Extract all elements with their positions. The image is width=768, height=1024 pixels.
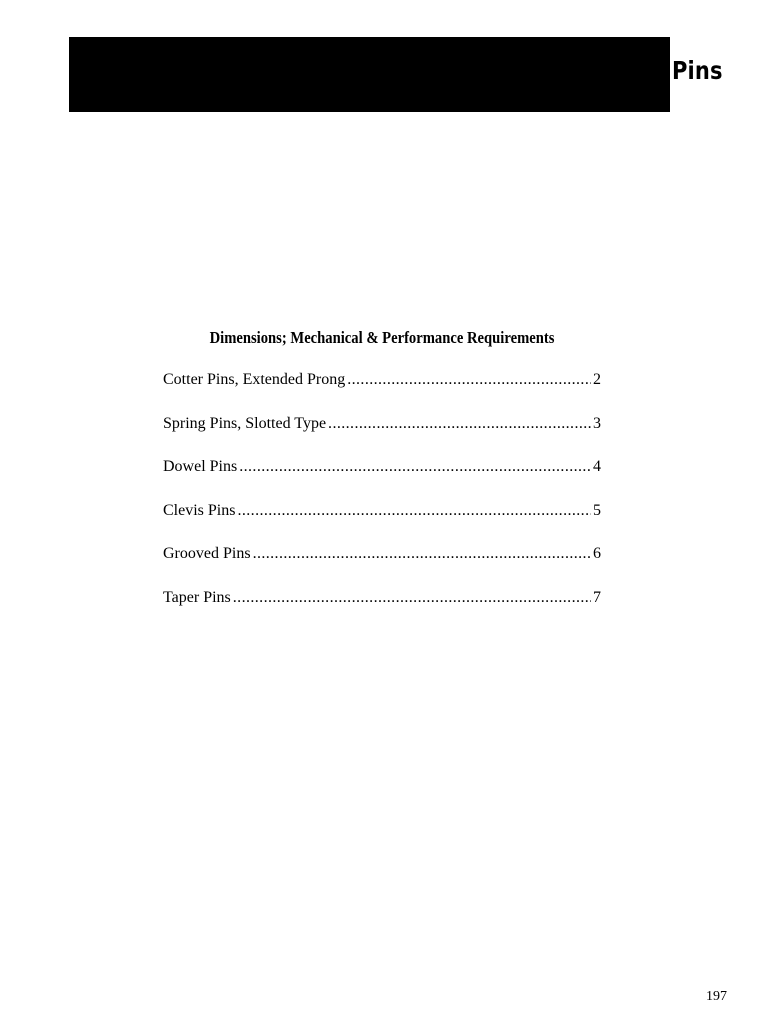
toc-entry-label: Taper Pins	[163, 588, 231, 606]
toc-heading: Dimensions; Mechanical & Performance Requirements	[209, 328, 555, 347]
toc-dot-leader	[253, 543, 591, 565]
page-number: 197	[706, 989, 727, 1004]
toc-entry-page: 4	[593, 458, 601, 476]
toc-entry-label: Spring Pins, Slotted Type	[163, 414, 327, 432]
toc-dot-leader	[233, 587, 591, 609]
toc-entry-label: Clevis Pins	[163, 501, 236, 519]
toc-entry-page: 3	[593, 414, 601, 432]
toc-entry-taper-pins	[163, 587, 601, 609]
chapter-title: Pins	[672, 56, 723, 85]
toc-entry-label: Cotter Pins, Extended Prong	[163, 371, 346, 388]
toc-entry-page: 2	[593, 371, 601, 388]
toc-entry-label: Grooved Pins	[163, 545, 251, 563]
toc-entry-spring-pins	[163, 413, 601, 435]
toc-entry-dowel-pins	[163, 456, 601, 478]
toc-entry-clevis-pins	[163, 500, 601, 522]
toc-entry-page: 6	[593, 545, 601, 563]
table-of-contents	[163, 326, 601, 631]
toc-dot-leader	[237, 500, 591, 522]
header-bar	[69, 37, 670, 112]
toc-entry-label: Dowel Pins	[163, 458, 238, 476]
toc-entry-cotter-pins	[163, 369, 601, 391]
toc-entry-page: 7	[593, 588, 601, 606]
toc-dot-leader	[328, 413, 591, 435]
toc-entry-grooved-pins	[163, 543, 601, 565]
toc-dot-leader	[239, 456, 591, 478]
toc-dot-leader	[347, 369, 591, 391]
toc-entry-page: 5	[593, 501, 601, 519]
